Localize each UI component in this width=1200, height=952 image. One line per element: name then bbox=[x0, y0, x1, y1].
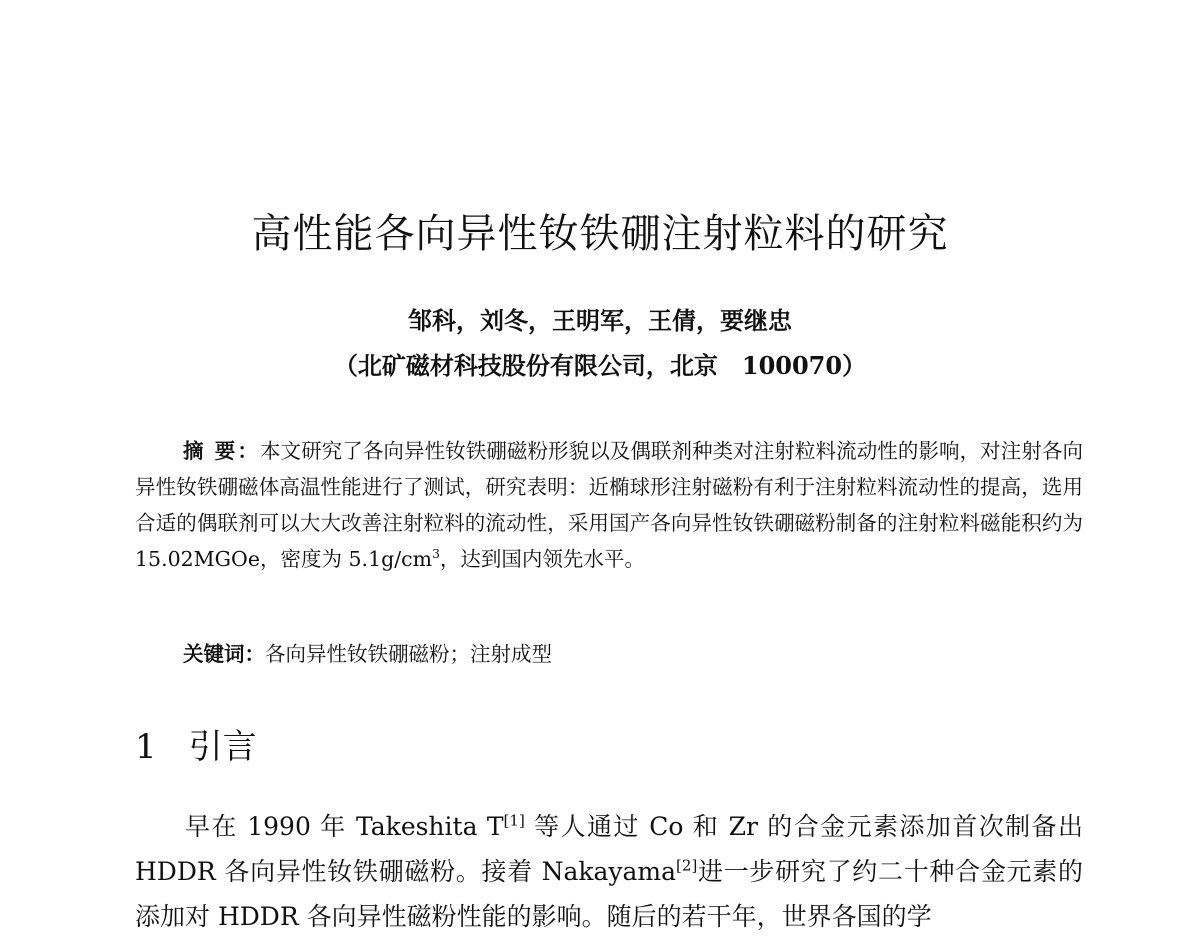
section-title: 引言 bbox=[188, 727, 257, 767]
abstract-text-end: ，达到国内领先水平。 bbox=[439, 547, 645, 571]
citation-2: [2] bbox=[676, 856, 698, 875]
affiliation: （北矿磁材科技股份有限公司，北京 100070） bbox=[333, 351, 867, 380]
intro-paragraph bbox=[135, 804, 1083, 939]
keywords-text: 各向异性钕铁硼磁粉；注射成型 bbox=[265, 642, 552, 666]
keywords bbox=[183, 636, 1083, 672]
author-list: 邹科，刘冬，王明军，王倩，要继忠 bbox=[408, 306, 792, 335]
abstract-label: 摘 要： bbox=[183, 439, 260, 463]
intro-text-3: 进一步研究了约二十种合金元素的添加对 HDDR 各向异性磁粉性能的影响。随后的若干年，世界各国的学 bbox=[135, 857, 1083, 931]
citation-1: [1] bbox=[503, 811, 525, 830]
abstract bbox=[135, 433, 1083, 577]
keywords-label: 关键词： bbox=[183, 642, 265, 666]
section-number: 1 bbox=[135, 727, 157, 767]
abstract-superscript: 3 bbox=[432, 547, 440, 562]
section-heading bbox=[135, 722, 257, 772]
intro-text-2: 等人通过 Co 和 Zr 的合金元素添加首次制备出 HDDR 各向异性钕铁硼磁粉。接着 Nakayama bbox=[135, 812, 1083, 886]
paper-title: 高性能各向异性钕铁硼注射粒料的研究 bbox=[251, 211, 949, 257]
abstract-text: 本文研究了各向异性钕铁硼磁粉形貌以及偶联剂种类对注射粒料流动性的影响，对注射各向异性钕铁硼磁体高温性能进行了测试，研究表明：近椭球形注射磁粉有利于注射粒料流动性的提高，选用合适的偶联剂可以大大改善注射粒料的流动性，采用国产各向异性钕铁硼磁粉制备的注射粒料磁能积约为 15.02MGOe，密度为 5.1g/cm bbox=[135, 439, 1083, 571]
intro-text-1: 早在 1990 年 Takeshita T bbox=[185, 812, 504, 841]
